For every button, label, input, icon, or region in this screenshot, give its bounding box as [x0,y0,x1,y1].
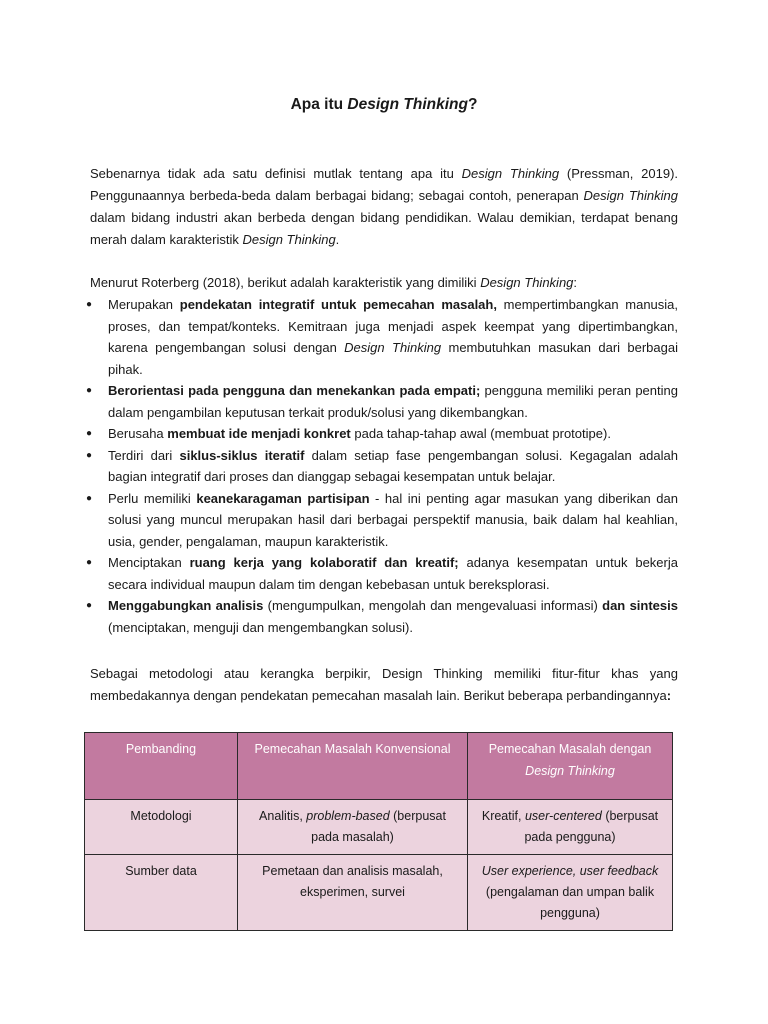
list-item [90,445,678,488]
text-run: adanya kesempatan untuk bekerja secara individual maupun dalam tim dengan kebebasan untuk bereksplorasi. [108,555,678,592]
title-prefix: Apa itu [290,96,348,113]
text-run: . [335,232,340,247]
header-design-thinking [468,733,673,800]
italic-run: Design Thinking [242,232,336,247]
italic-run: Design Thinking [344,340,442,355]
row-label: Sumber data [85,855,238,931]
bold-run: : [666,688,672,703]
text-run: membutuhkan masukan dari berbagai pihak. [108,340,678,377]
text-run: : [573,275,578,290]
header-pembanding: Pembanding [85,733,238,800]
text-run: Terdiri dari [108,447,180,463]
text-run: - hal ini penting agar masukan yang diberikan dan solusi yang muncul merupakan hasil dari berbagai perspektif manusia, baik dalam hal keahlian, usia, gender, pengalaman, maupun karakteristik. [108,490,678,549]
list-item [90,552,678,595]
bold-run: keanekaragaman partisipan [196,490,370,506]
paragraph-characteristics-intro [90,272,678,294]
title-suffix: ? [467,96,478,113]
bold-run: membuat ide menjadi konkret [167,426,351,441]
comparison-table [84,732,673,931]
italic-run: Design Thinking [461,166,560,181]
text-run: Menurut Roterberg (2018), berikut adalah karakteristik yang dimiliki [90,275,481,290]
italic-run: problem-based [306,809,390,823]
text-run: Merupakan [108,297,180,312]
italic-run: User experience, user feedback [481,864,659,878]
list-item [90,595,678,638]
list-item [90,423,678,445]
text-run: dalam setiap fase pengembangan solusi. Kegagalan adalah bagian integratif dari proses dan dianggap sebagai kesempatan untuk belajar. [108,447,678,484]
text-run: Menciptakan [108,555,190,570]
text-run: pada tahap-tahap awal (membuat prototipe). [350,426,611,441]
cell-konvensional [238,800,468,855]
italic-run: Design Thinking [480,275,574,290]
text-run: (Pressman, 2019). Penggunaannya berbeda-beda dalam berbagai bidang; sebagai contoh, penerapan [90,166,679,203]
text-run: Sebagai metodologi atau kerangka berpikir, Design Thinking memiliki fitur-fitur khas yang membedakannya dengan pendekatan pemecahan masalah lain. Berikut beberapa perbandingannya [90,666,678,703]
paragraph-definition [90,163,678,251]
bold-run: siklus-siklus iteratif [179,447,305,463]
bold-run: pendekatan integratif untuk pemecahan masalah, [179,297,497,312]
text-run: Analitis, [259,809,307,823]
text-run: (menciptakan, menguji dan mengembangkan solusi). [108,619,413,635]
text-run: (mengumpulkan, mengolah dan mengevaluasi informasi) [263,598,603,613]
text-run: dalam bidang industri akan berbeda dengan bidang pendidikan. Walau demikian, terdapat benang merah dalam karakteristik [90,210,678,247]
italic-run: Design Thinking [583,188,678,203]
text-run: Berusaha [108,426,168,441]
text-run: pengguna memiliki peran penting dalam pengambilan keputusan terkait produk/solusi yang dikembangkan. [108,383,678,420]
list-item [90,294,678,380]
italic-run: Design Thinking [525,764,615,778]
characteristics-list [90,294,678,638]
bold-run: Berorientasi pada pengguna dan menekankan pada empati; [108,383,481,398]
page-title [0,96,768,114]
text-run: Perlu memiliki [108,490,197,506]
bold-run: Menggabungkan analisis [108,598,264,613]
row-label: Metodologi [85,800,238,855]
text-run: (pengalaman dan umpan balik pengguna) [485,885,655,920]
text-run: mempertimbangkan manusia, proses, dan tempat/konteks. Kemitraan juga menjadi aspek keempat yang dipertimbangkan, karena pengembangan solusi dengan [108,297,679,355]
cell-design-thinking [468,855,673,931]
list-item [90,488,678,553]
list-item [90,380,678,423]
text-run: (berpusat pada pengguna) [524,809,659,844]
bold-run: ruang kerja yang kolaboratif dan kreatif; [189,555,459,570]
text-run: Pemecahan Masalah dengan [488,742,652,756]
text-run: (berpusat pada masalah) [311,809,446,844]
table-row [85,855,673,931]
cell-konvensional: Pemetaan dan analisis masalah, eksperimen, survei [238,855,468,931]
title-italic: Design Thinking [347,96,468,113]
paragraph-comparison-intro [90,663,678,707]
table-row [85,800,673,855]
italic-run: user-centered [524,809,602,823]
bold-run: dan sintesis [602,598,678,613]
text-run: Sebenarnya tidak ada satu definisi mutlak tentang apa itu [90,166,462,181]
header-konvensional: Pemecahan Masalah Konvensional [238,733,468,800]
table-header-row [85,733,673,800]
text-run: Kreatif, [481,809,525,823]
cell-design-thinking [468,800,673,855]
